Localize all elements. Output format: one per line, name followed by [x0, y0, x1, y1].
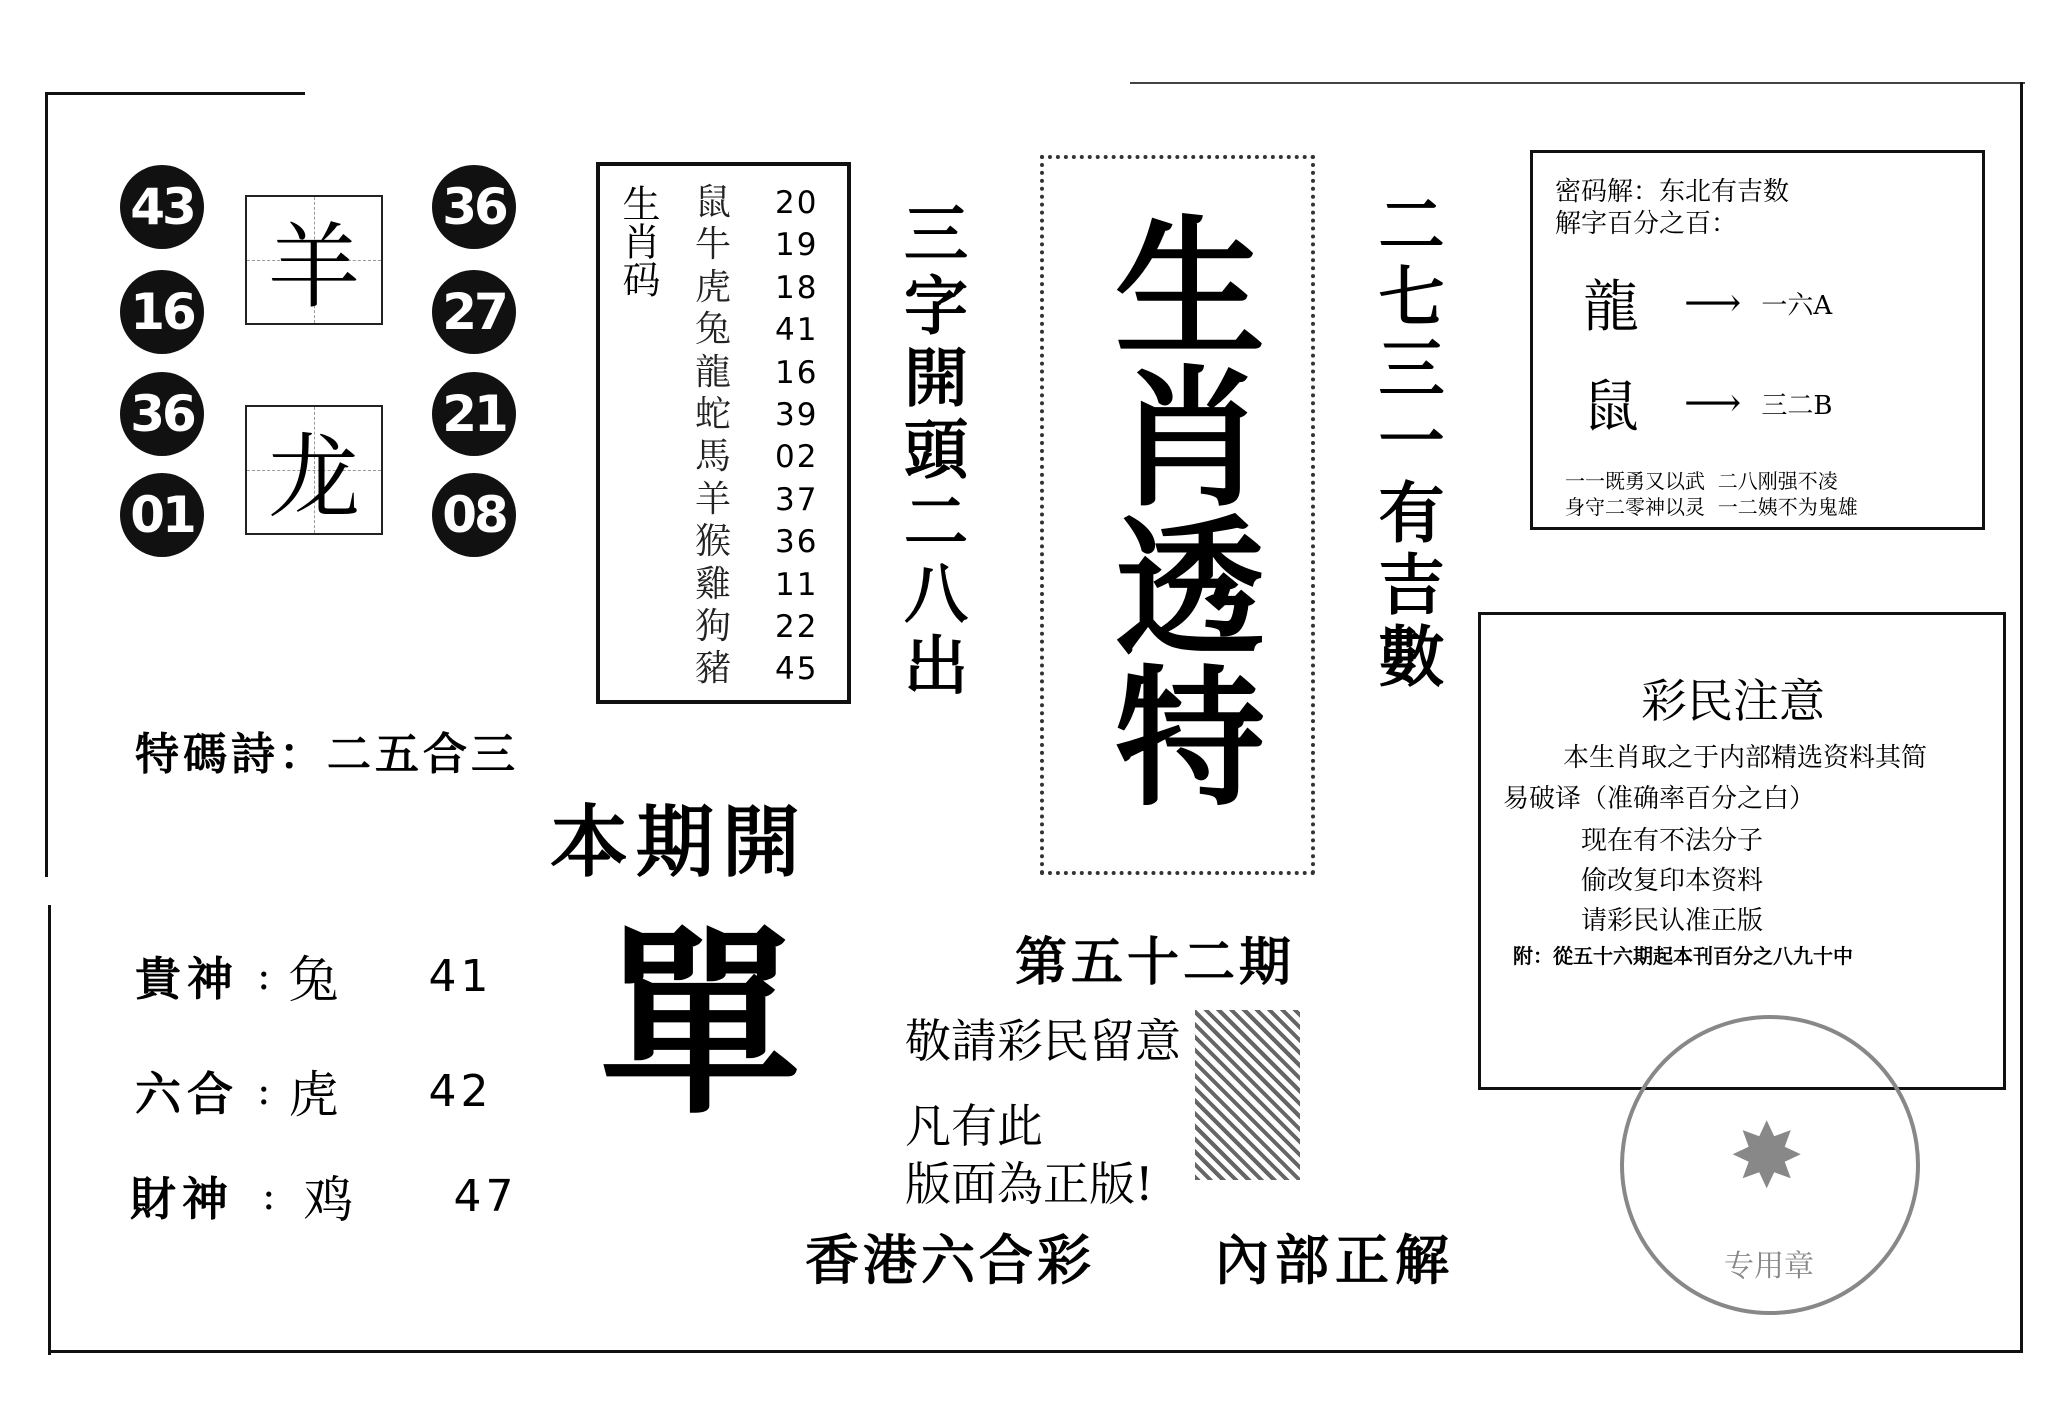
code-number: 22 [775, 609, 819, 646]
password-poem2: 身守二零神以灵 一二姨不为鬼雄 [1565, 495, 1858, 519]
decode-char: 龍 [1583, 275, 1639, 340]
caution-line3: 版面為正版! [905, 1157, 1154, 1211]
notice-title: 彩民注意 [1641, 674, 1825, 728]
star-icon: ✸ [1729, 1104, 1805, 1209]
left-number-ball: 01 [120, 473, 204, 557]
code-table [596, 162, 851, 704]
stamp-label: 专用章 [1724, 1249, 1814, 1284]
god-row [135, 940, 492, 1012]
animal-column [695, 182, 731, 691]
animal: 牛 [695, 224, 732, 266]
password-poem1: 一一既勇又以武 二八刚强不凌 [1565, 469, 1838, 493]
code-number: 45 [775, 651, 819, 688]
big-character: 單 [600, 907, 801, 1142]
password-line1: 密码解：东北有吉数 [1555, 177, 1790, 207]
notice-line1: 本生肖取之于内部精选资料其简 [1563, 743, 1928, 773]
code-number: 19 [775, 227, 819, 264]
decode-char: 鼠 [1583, 375, 1639, 440]
right-number-ball: 27 [432, 270, 516, 354]
left-number-ball: 16 [120, 270, 204, 354]
notice-line2: 易破译（准确率百分之白） [1503, 784, 1816, 814]
animal: 兔 [695, 309, 732, 351]
password-line2: 解字百分之百： [1555, 209, 1738, 239]
code-number: 20 [775, 185, 819, 221]
footer-left: 香港六合彩 [805, 1228, 1095, 1292]
frame-bottom [48, 1350, 2023, 1353]
zodiac-char: 龙 [267, 424, 360, 531]
code-number: 16 [775, 354, 819, 391]
colon: : [262, 1173, 276, 1219]
number-column [775, 182, 818, 691]
watermark-seal-icon [1195, 1010, 1300, 1180]
code-number: 36 [775, 524, 819, 561]
god-label: 財神 [130, 1172, 234, 1226]
zodiac-char: 羊 [267, 214, 360, 321]
left-number-ball: 43 [120, 165, 204, 249]
caution-line1: 敬請彩民留意 [905, 1014, 1181, 1068]
animal: 猴 [695, 521, 732, 563]
god-row [135, 1055, 492, 1127]
main-title: 生肖透特 [1089, 209, 1265, 809]
god-row [130, 1160, 517, 1232]
god-animal: 虎 [288, 1066, 339, 1124]
god-label: 六合 [135, 1067, 239, 1121]
code-number: 39 [775, 397, 819, 434]
frame-top-right [1130, 82, 2025, 84]
zodiac-box-top [245, 195, 383, 325]
colon: : [257, 953, 271, 999]
issue-number: 第五十二期 [1015, 932, 1296, 993]
code-number: 41 [775, 312, 819, 349]
decode-result: 三二B [1761, 390, 1833, 421]
right-number-ball: 08 [432, 473, 516, 557]
frame-right [2020, 82, 2023, 1352]
animal: 鼠 [695, 182, 732, 223]
god-animal: 兔 [288, 951, 339, 1009]
open-text: 本期開 [550, 797, 809, 888]
decode-row [1583, 263, 1832, 343]
decode-result: 一六A [1761, 290, 1833, 321]
animal: 狗 [695, 606, 732, 648]
notice-line4: 偷改复印本资料 [1581, 866, 1764, 896]
code-table-title: 生肖码 [616, 184, 660, 298]
frame-left-upper [45, 92, 48, 877]
code-number: 02 [775, 439, 819, 476]
animal: 龍 [695, 351, 732, 393]
frame-top-left [45, 92, 305, 95]
god-number: 47 [453, 1170, 518, 1222]
animal: 虎 [695, 266, 732, 308]
vertical-hint-right: 二七三一有吉數 [1367, 190, 1445, 694]
right-number-ball: 21 [432, 372, 516, 456]
animal: 馬 [695, 436, 732, 478]
animal: 蛇 [695, 394, 732, 436]
code-number: 18 [775, 269, 819, 306]
password-box [1530, 150, 1985, 530]
notice-line3: 现在有不法分子 [1581, 826, 1764, 856]
decode-row [1583, 363, 1832, 443]
official-stamp [1620, 1015, 1920, 1315]
code-number: 11 [775, 566, 819, 603]
notice-footnote: 附：從五十六期起本刊百分之八九十中 [1513, 944, 1853, 968]
god-animal: 鸡 [303, 1171, 354, 1229]
notice-line5: 请彩民认准正版 [1581, 906, 1764, 936]
animal: 豬 [695, 648, 732, 690]
main-title-box [1040, 155, 1315, 875]
left-number-ball: 36 [120, 372, 204, 456]
zodiac-box-bottom [245, 405, 383, 535]
right-number-ball: 36 [432, 165, 516, 249]
animal: 雞 [695, 563, 732, 605]
frame-left-lower [48, 905, 51, 1355]
god-number: 42 [428, 1065, 493, 1117]
vertical-hint-left: 三字開頭二八出 [893, 200, 968, 704]
god-number: 41 [428, 950, 493, 1002]
colon: : [257, 1068, 271, 1114]
arrow-icon: ⟶ [1684, 280, 1742, 326]
code-number: 37 [775, 481, 819, 518]
animal: 羊 [695, 478, 732, 520]
caution-line2: 凡有此 [905, 1099, 1043, 1153]
god-label: 貴神 [135, 952, 239, 1006]
footer-right: 內部正解 [1215, 1228, 1455, 1292]
arrow-icon: ⟶ [1684, 380, 1742, 426]
special-code-poem: 特碼詩：二五合三 [135, 729, 519, 780]
